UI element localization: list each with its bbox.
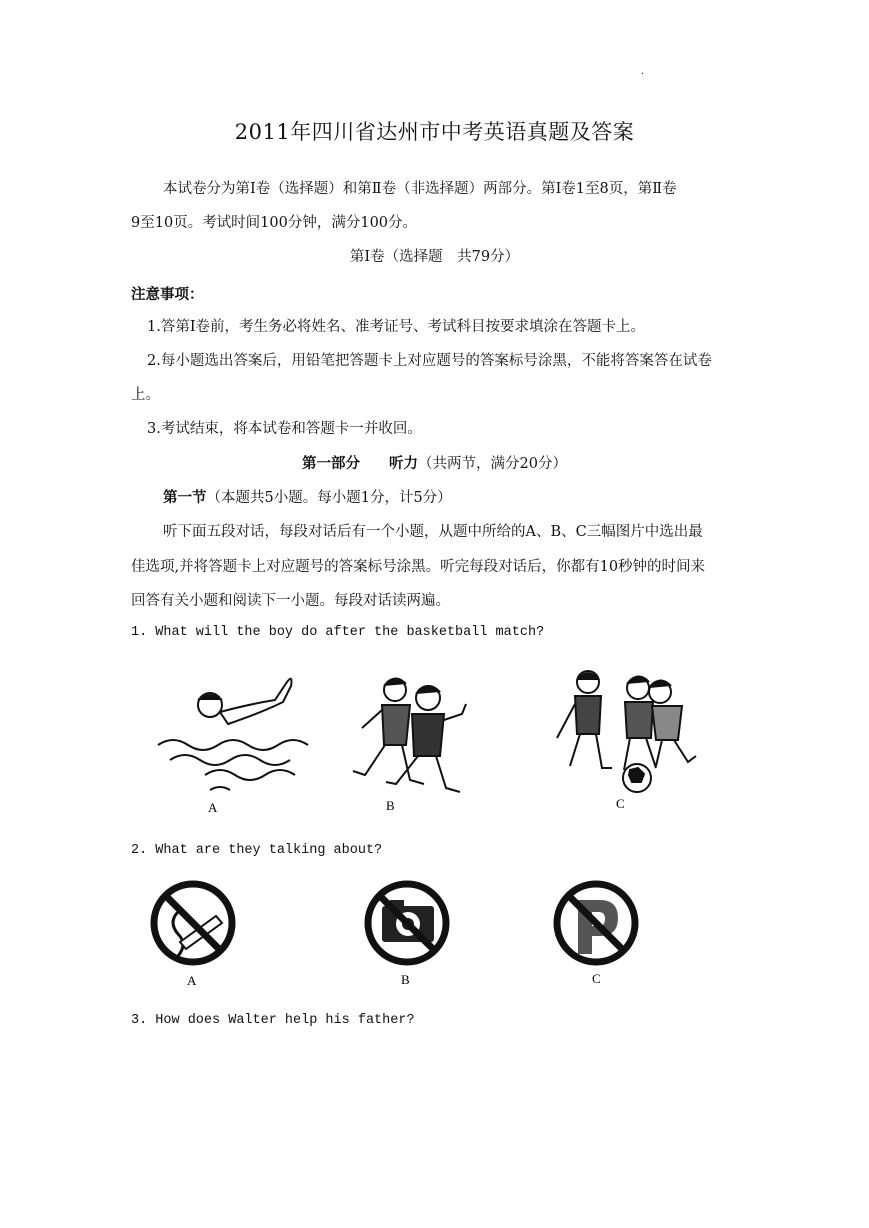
notes-item-2-line-1: 2.每小题选出答案后，用铅笔把答题卡上对应题号的答案标号涂黑，不能将答案答在试卷 [147, 353, 712, 369]
question-1-text: 1. What will the boy do after the basketball match? [131, 625, 545, 640]
page-title: 2011年四川省达州市中考英语真题及答案 [234, 120, 635, 144]
intro-line-1: 本试卷分为第Ⅰ卷（选择题）和第Ⅱ卷（非选择题）两部分。第Ⅰ卷1至8页，第Ⅱ卷 [163, 181, 677, 197]
part1-heading-rest: （共两节，满分20分） [418, 456, 567, 472]
notes-item-2-line-2: 上。 [131, 387, 160, 403]
section1-instr-line-3: 回答有关小题和阅读下一小题。每段对话读两遍。 [131, 593, 450, 609]
notes-item-1: 1.答第Ⅰ卷前，考生务必将姓名、准考证号、考试科目按要求填涂在答题卡上。 [147, 319, 646, 335]
volume-heading: 第Ⅰ卷（选择题 共79分） [349, 249, 520, 265]
question-2-option-a: A [187, 973, 197, 988]
question-1-pictures [150, 660, 720, 830]
section1-instr-line-1: 听下面五段对话，每段对话后有一个小题，从题中所给的A、B、C三幅图片中选出最 [163, 524, 703, 540]
no-photography-icon [368, 884, 446, 962]
part1-heading-bold: 第一部分 听力 [302, 455, 419, 472]
soccer-icon [557, 671, 696, 792]
corner-mark: · [641, 69, 645, 80]
no-smoking-icon [154, 884, 232, 962]
section1-heading [163, 487, 452, 509]
question-1-option-b: B [386, 798, 395, 813]
running-icon [353, 678, 466, 792]
section1-heading-bold: 第一节 [163, 489, 207, 506]
notes-heading: 注意事项： [131, 286, 204, 303]
intro-line-2: 9至10页。考试时间100分钟，满分100分。 [131, 215, 418, 231]
question-1-option-a: A [208, 800, 218, 815]
no-parking-icon [557, 884, 635, 962]
question-1-option-c: C [616, 796, 625, 811]
question-2-text: 2. What are they talking about? [131, 843, 383, 858]
question-2-pictures [150, 880, 650, 990]
question-3-text: 3. How does Walter help his father? [131, 1013, 415, 1028]
section1-heading-rest: （本题共5小题。每小题1分，计5分） [206, 490, 452, 506]
notes-item-3: 3.考试结束，将本试卷和答题卡一并收回。 [147, 421, 422, 437]
question-2-option-c: C [592, 971, 601, 986]
part1-heading [0, 453, 869, 475]
swimming-icon [158, 679, 308, 790]
section1-instr-line-2: 佳选项,并将答题卡上对应题号的答案标号涂黑。听完每段对话后，你都有10秒钟的时间来 [131, 559, 706, 575]
question-2-option-b: B [401, 972, 410, 987]
